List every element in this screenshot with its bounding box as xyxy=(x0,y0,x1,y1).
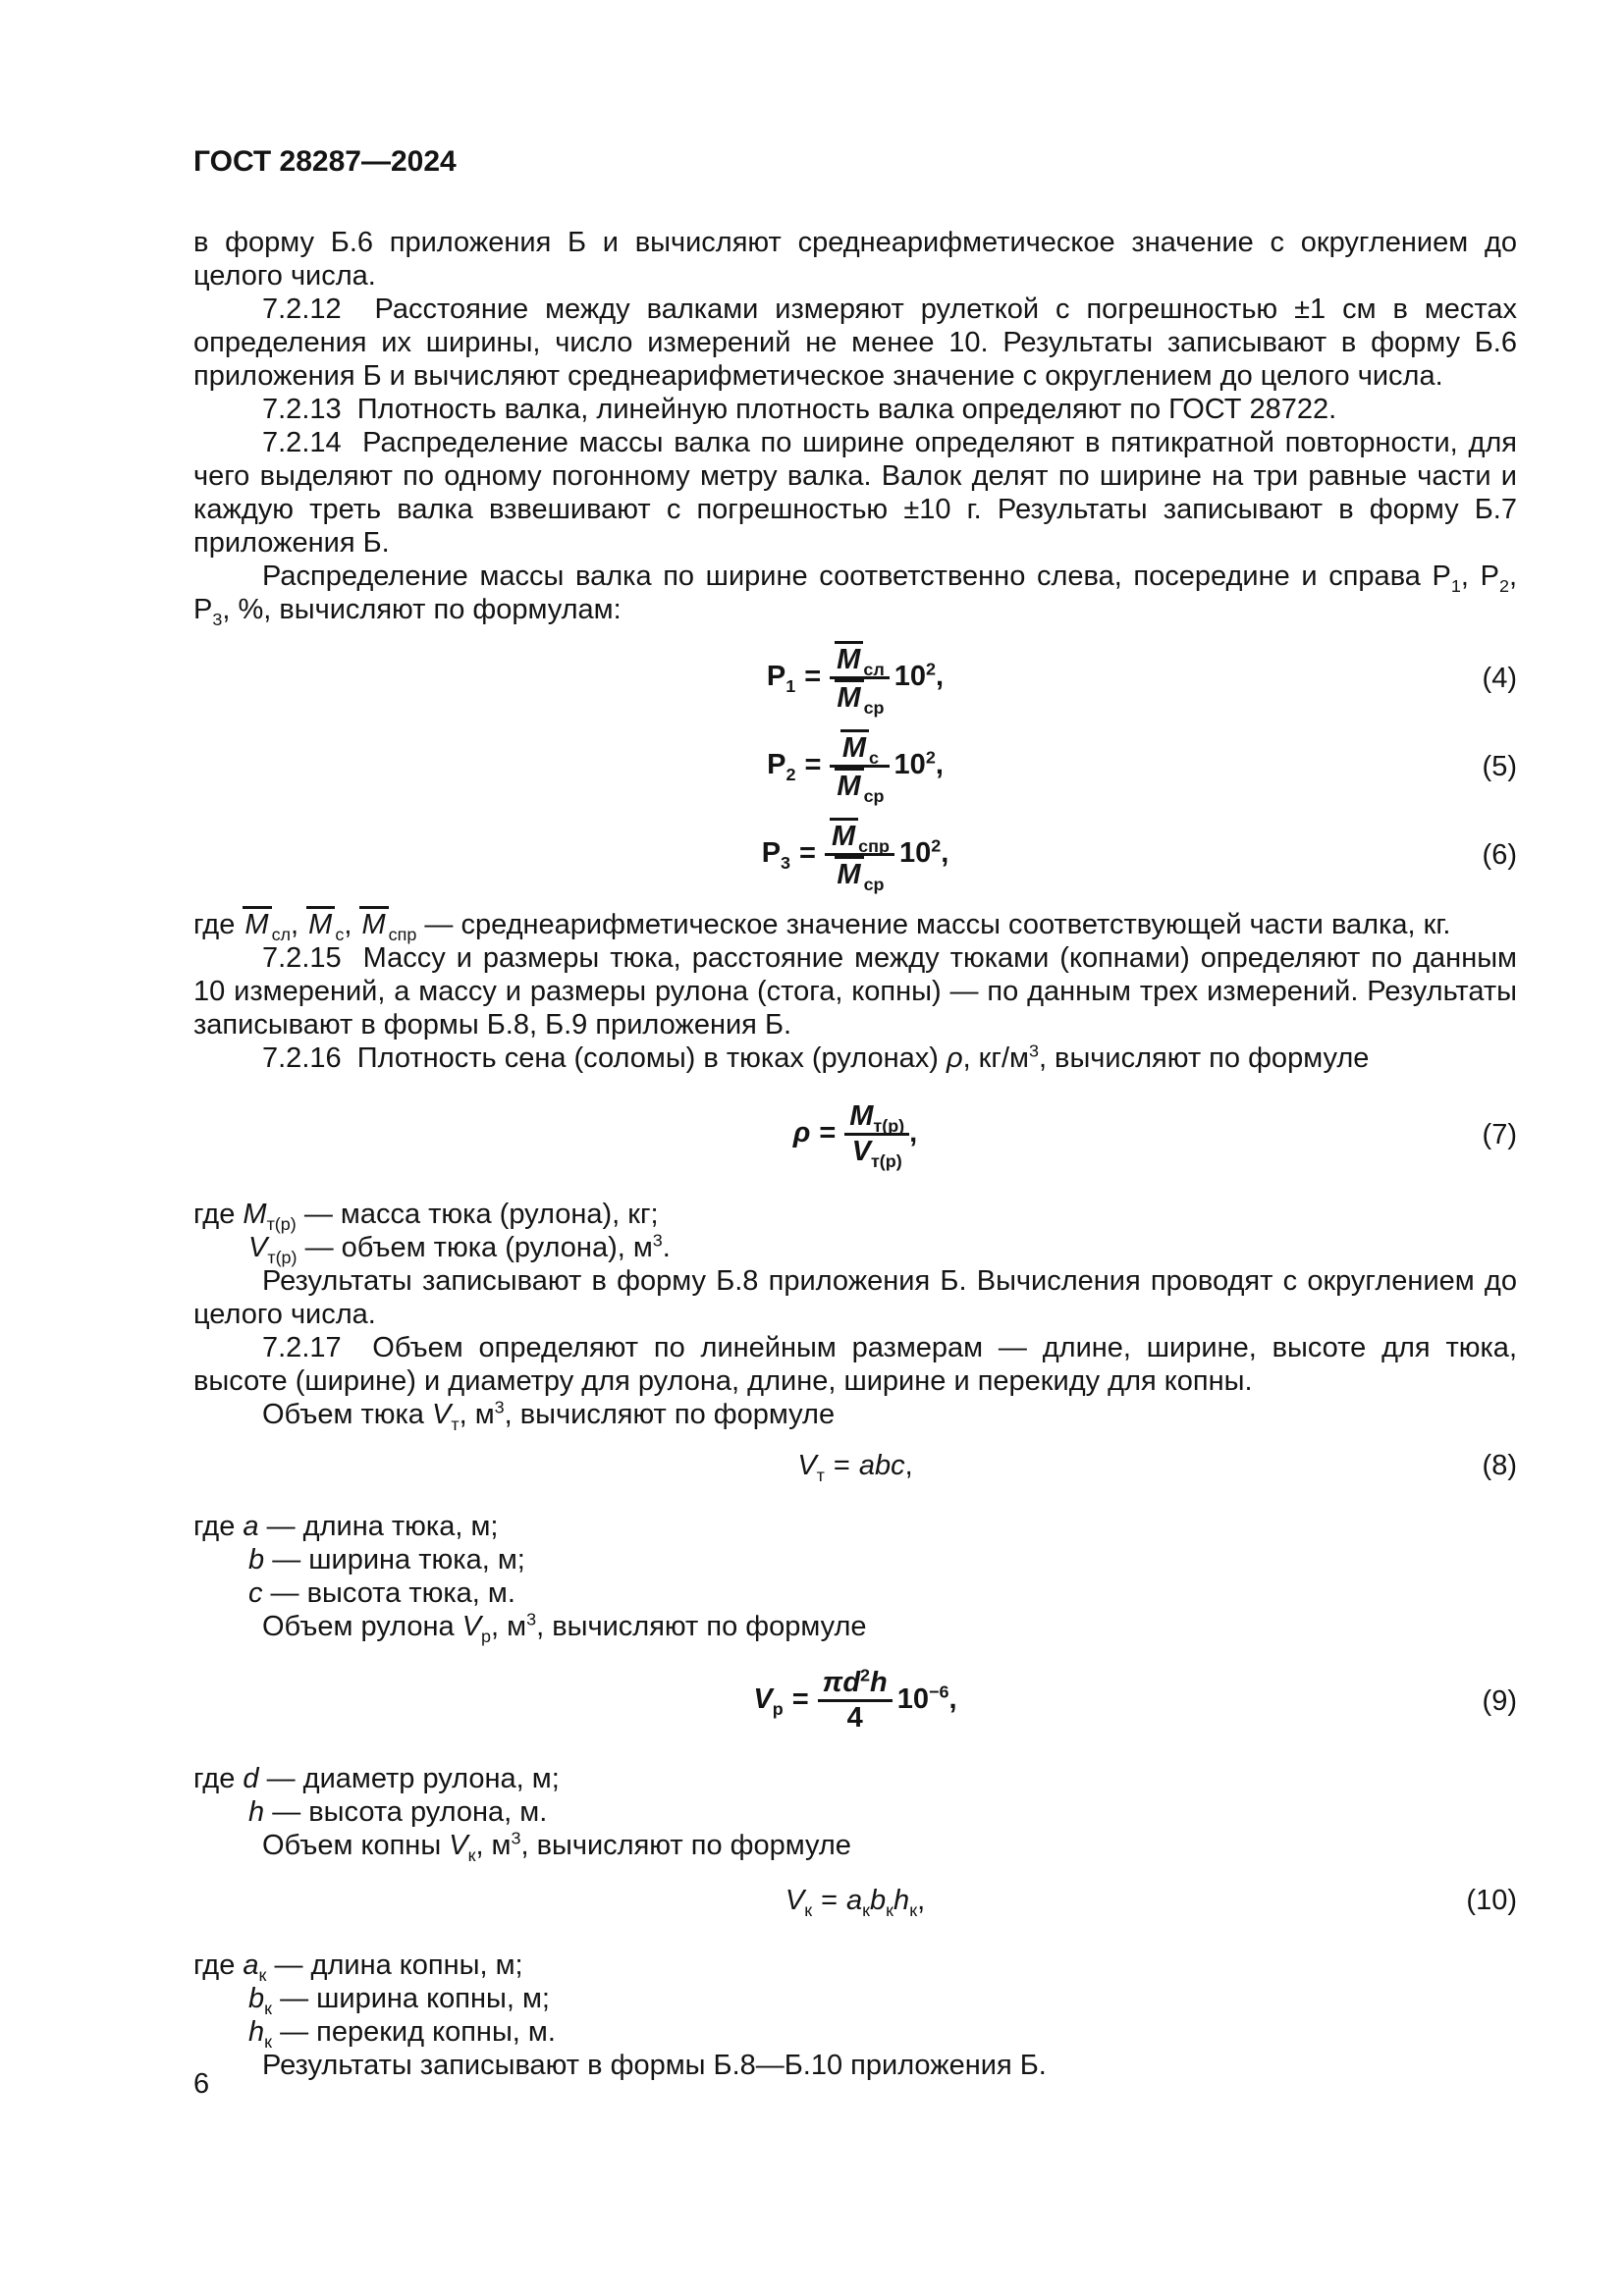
clause-7-2-12: 7.2.12 Расстояние между валками измеряют рулеткой с погрешностью ±1 см в местах определения их ширины, число измерений не менее 10. Результаты записывают в форму Б.6 приложения Б и вычисляют среднеарифметическое значение с округлением до целого числа. xyxy=(193,294,1517,392)
paragraph-mass-distribution: Распределение массы валка по ширине соответственно слева, посередине и справа $Р_1$, $Р_2$, $Р_3$, %, вычисляют по формулам: xyxy=(193,561,1517,629)
denominator: M $_{ср}$ xyxy=(825,853,894,891)
numerator: M $_{сл}$ xyxy=(830,641,890,676)
formula-8 xyxy=(193,1449,1517,1485)
power-of-ten: $10^2$ xyxy=(898,835,942,870)
where-definition: где a — длина тюка, м; xyxy=(193,1511,499,1542)
clause-7-2-16: 7.2.16 Плотность сена (соломы) в тюках (рулонах) ρ, $кг/м^3$, вычисляют по формуле xyxy=(262,1041,1370,1074)
where-definition: $b_к$ — ширина копны, м; xyxy=(248,1983,550,2018)
numerator: M $_с$ xyxy=(830,729,889,765)
fraction xyxy=(830,641,890,718)
formula-7-number: (7) xyxy=(1482,1118,1517,1150)
clause-7-2-14: 7.2.14 Распределение массы валка по ширине определяют в пятикратной повторности, для чего выделяют по одному погонному метру валка. Валок делят по ширине на три равные части и каждую треть валка взвешивают с погрешностью ±10 г. Результаты записывают в форму Б.7 приложения Б. xyxy=(193,427,1517,559)
numerator: $\pi d^2h$ xyxy=(822,1665,888,1698)
formula-5-lhs: $Р_2$ xyxy=(767,749,796,784)
power-of-ten: $10^2$ xyxy=(893,747,936,781)
formula-5-expression: $Р_2$ = $\frac{M _с}{M _{ср}}$ $10^2$, xyxy=(767,729,944,803)
formula-9 xyxy=(193,1667,1517,1735)
paragraph-results-final: Результаты записывают в формы Б.8—Б.10 приложения Б. xyxy=(262,2050,1047,2081)
numerator: $M_{т(р)}$ xyxy=(849,1100,905,1136)
formula-4 xyxy=(193,641,1517,718)
denominator: M $_{ср}$ xyxy=(830,676,890,715)
formula-5 xyxy=(193,729,1517,806)
formula-7-expression: ρ = $\frac{M_{т(р)}}{V_{т(р)}}$ , xyxy=(792,1100,918,1171)
formula-9-number: (9) xyxy=(1482,1684,1517,1717)
formula-7 xyxy=(193,1100,1517,1171)
formula-6-lhs: $Р_3$ xyxy=(761,837,791,873)
formula-4-lhs: $Р_1$ xyxy=(766,661,796,696)
document-content xyxy=(193,226,1517,2082)
formula-10 xyxy=(193,1884,1517,1920)
where-definition: c — высота тюка, м. xyxy=(248,1577,515,1609)
formula-6-expression: $Р_3$ = $\frac{M _{спр}}{M _{ср}}$ $10^2$, xyxy=(762,818,949,891)
fraction xyxy=(818,1667,893,1735)
denominator: 4 xyxy=(818,1699,893,1735)
formula-8-expression: $V_т$ = abc, xyxy=(797,1450,913,1485)
formula-7-lhs: ρ xyxy=(792,1117,811,1149)
formula-5-number: (5) xyxy=(1482,750,1517,782)
paragraph-results-b8: Результаты записывают в форму Б.8 приложения Б. Вычисления проводят с округлением до целого числа. xyxy=(193,1265,1517,1330)
where-definition: $h_к$ — перекид копны, м. xyxy=(248,2016,556,2052)
page-number: 6 xyxy=(193,2068,210,2100)
where-definition: где $M_{т(р)}$ — масса тюка (рулона), кг; xyxy=(193,1199,659,1234)
paragraph-volume-stack: Объем копны $V_к$, $м^3$, вычисляют по формуле xyxy=(262,1828,851,1865)
formula-6 xyxy=(193,818,1517,894)
fraction xyxy=(830,729,889,806)
where-definition: $V_{т(р)}$ — объем тюка (рулона), $м^3$. xyxy=(248,1230,671,1267)
formula-10-number: (10) xyxy=(1466,1885,1517,1916)
clause-7-2-15: 7.2.15 Массу и размеры тюка, расстояние между тюками (копнами) определяют по данным 10 измерений, а массу и размеры рулона (стога, копны) — по данным трех измерений. Результаты записывают в формы Б.8, Б.9 приложения Б. xyxy=(193,942,1517,1041)
fraction xyxy=(825,818,894,894)
clause-7-2-13: 7.2.13 Плотность валка, линейную плотность валка определяют по ГОСТ 28722. xyxy=(262,394,1337,425)
formula-8-number: (8) xyxy=(1482,1450,1517,1481)
clause-7-2-17: 7.2.17 Объем определяют по линейным размерам — длине, ширине, высоте для тюка, высоте (ширине) и диаметру для рулона, длине, ширине и перекиду для копны. xyxy=(193,1332,1517,1397)
power-of-ten: $10^{-6}$ xyxy=(896,1682,949,1716)
where-definition: где $a_к$ — длина копны, м; xyxy=(193,1949,523,1985)
where-definition: h — высота рулона, м. xyxy=(248,1796,548,1828)
formula-6-number: (6) xyxy=(1482,838,1517,871)
denominator: $V_{т(р)}$ xyxy=(844,1133,909,1168)
power-of-ten: $10^2$ xyxy=(893,659,937,693)
denominator: M $_{ср}$ xyxy=(830,765,889,803)
paragraph-intro: в форму Б.6 приложения Б и вычисляют среднеарифметическое значение с округлением до целого числа. xyxy=(193,227,1517,292)
document-code: ГОСТ 28287—2024 xyxy=(193,145,457,178)
formula-4-expression: $Р_1$ = $\frac{M _{сл}}{M _{ср}}$ $10^2$, xyxy=(767,641,944,715)
where-definition: b — ширина тюка, м; xyxy=(248,1544,525,1575)
formula-9-expression: $V_р$ = $\frac{\pi d^2h}{4}$ $10^{-6}$, xyxy=(753,1665,957,1734)
paragraph-volume-roll: Объем рулона $V_р$, $м^3$, вычисляют по формуле xyxy=(262,1609,867,1646)
where-definition-m: где M $_{сл}$, M $_с$, M $_{спр}$ — среднеарифметическое значение массы соответствующей части валка, кг. xyxy=(193,906,1517,941)
where-definition: где d — диаметр рулона, м; xyxy=(193,1763,560,1794)
paragraph-volume-bale: Объем тюка $V_т$, $м^3$, вычисляют по формуле xyxy=(262,1397,836,1434)
formula-4-number: (4) xyxy=(1482,662,1517,694)
numerator: M $_{спр}$ xyxy=(825,818,894,853)
formula-10-expression: $V_к = a_кb_кh_к$, xyxy=(785,1885,926,1920)
